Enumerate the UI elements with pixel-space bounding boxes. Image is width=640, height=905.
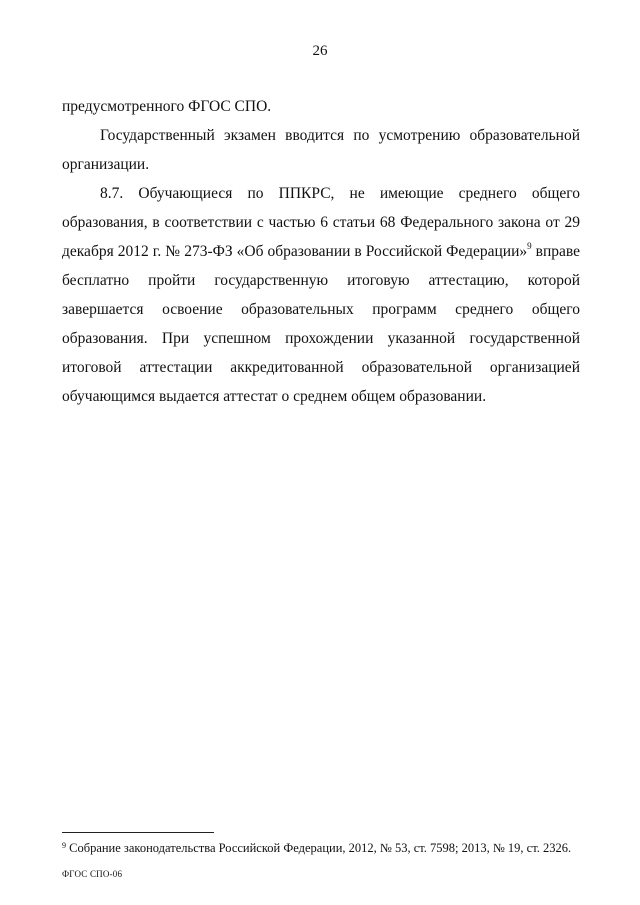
page-number: 26 — [312, 43, 328, 59]
paragraph-1: предусмотренного ФГОС СПО. — [62, 98, 272, 115]
paragraph-3-text-a: 8.7. Обучающиеся по ППКРС, не имеющие среднего общего образования, в соответствии с частью 6 статьи 68 Федерального закона от 29 декабря 2012 г. № 273-ФЗ «Об образовании в Российской Федерации» — [62, 185, 580, 260]
paragraph-3-text-b: вправе бесплатно пройти государственную итоговую аттестацию, которой завершается освоение образовательных программ среднего общего образования. При успешном прохождении указанной государственной итоговой аттестации аккредитованной образовательной организацией обучающимся выдается аттестат о среднем общем образовании. — [62, 243, 580, 405]
document-body — [62, 92, 580, 411]
footnote-text: Собрание законодательства Российской Федерации, 2012, № 53, ст. 7598; 2013, № 19, ст. 2326. — [66, 841, 572, 855]
paragraph-2: Государственный экзамен вводится по усмотрению образовательной организации. — [62, 127, 580, 173]
footnote-reference[interactable]: 9 — [527, 241, 532, 251]
footnote-marker: 9 — [62, 841, 66, 850]
footnote-separator — [62, 832, 214, 833]
document-code: ФГОС СПО-06 — [62, 869, 123, 879]
footnote — [62, 840, 602, 856]
paragraph-3 — [62, 179, 580, 411]
